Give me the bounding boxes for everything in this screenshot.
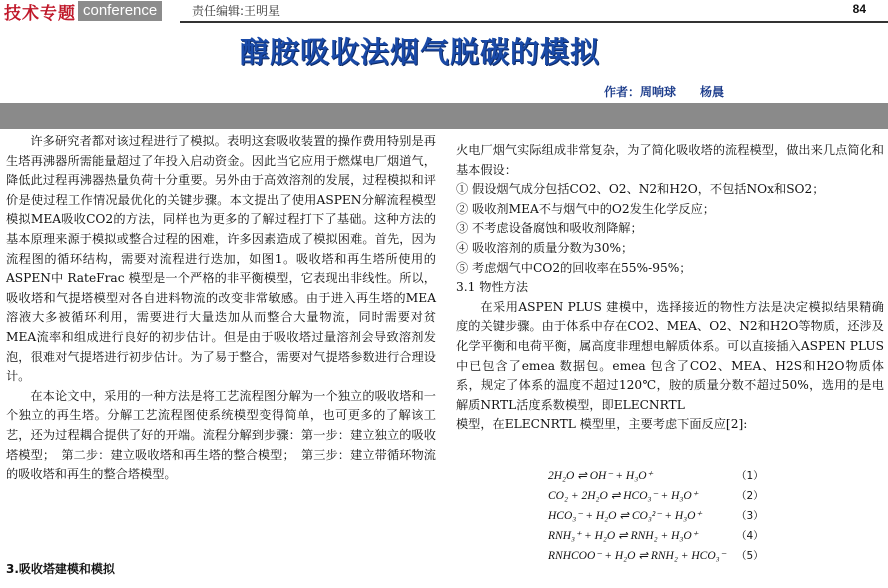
assumption-item: ③ 不考虑设备腐蚀和吸收剂降解； — [456, 221, 643, 236]
editor-credit: 责任编辑:王明星 — [192, 4, 281, 18]
assumption-item: ② 吸收剂MEA不与烟气中的O2发生化学反应； — [456, 201, 715, 216]
equation: RNHCOO⁻ + H₂O ⇌ RNH₂ + HCO₃⁻ — [548, 550, 726, 562]
page-header — [0, 0, 888, 22]
header-rule — [180, 21, 888, 23]
assumption-item: ④ 吸收溶剂的质量分数为30%； — [456, 240, 634, 255]
brand-label-en: conference — [78, 1, 162, 21]
left-column — [6, 132, 436, 485]
body-paragraph: 在本论文中，采用的一种方法是将工艺流程图分解为一个独立的吸收塔和一个独立的再生塔。分解工艺流程图使系统模型变得简单，也可更多的了解该工艺，还为过程耦合提供了好的开端。流程分解到步骤：第一步：建立独立的吸收塔模型； 第二步：建立吸收塔和再生塔的整合模型； 第三步：建立带循环物流的吸收塔和再生的整合塔模型。 — [6, 388, 436, 482]
article-authors: 作者：周响球 杨晨 — [604, 85, 725, 99]
equation: HCO₃⁻ + H₂O ⇌ CO₃²⁻ + H₃O⁺ — [548, 510, 702, 522]
equation-number: （5） — [736, 550, 764, 562]
body-paragraph: 在采用ASPEN PLUS 建模中，选择接近的物性方法是决定模拟结果精确度的关键步骤。由于体系中存在CO2、MEA、O2、N2和H2O等物质，还涉及化学平衡和电荷平衡，属高度非理想电解质体系。可以直接插入ASPEN PLUS中已包含了emea 数据包。emea 包含了CO2、MEA、H2S和H2O物质体系，规定了体系的温度不超过120℃，胺的质量分数不超过50%，选用的是电解质NRTL活度系数模型，即ELECNRTL — [456, 299, 884, 412]
page-number: 84 — [852, 2, 866, 16]
equation-row — [548, 466, 778, 486]
equation: 2H₂O ⇌ OH⁻ + H₃O⁺ — [548, 470, 653, 482]
section-brand — [4, 0, 162, 22]
equation-number: （4） — [736, 530, 764, 542]
assumption-item: ⑤ 考虑烟气中CO2的回收率在55%-95%； — [456, 260, 692, 275]
article-title: 醇胺吸收法烟气脱碳的模拟 — [240, 35, 601, 69]
equation-row — [548, 546, 778, 566]
equation-number: （2） — [736, 490, 764, 502]
equation-number: （1） — [736, 470, 764, 482]
equation-number: （3） — [736, 510, 764, 522]
right-column — [456, 141, 884, 435]
equation-row — [548, 486, 778, 506]
assumption-item: ① 假设烟气成分包括CO2、O2、N2和H2O，不包括NOx和SO2； — [456, 182, 825, 197]
body-paragraph: 模型，在ELECNRTL 模型里，主要考虑下面反应[2]: — [456, 417, 748, 432]
subsection-heading: 3.1 物性方法 — [456, 280, 529, 295]
equation: CO₂ + 2H₂O ⇌ HCO₃⁻ + H₃O⁺ — [548, 490, 698, 502]
equation-row — [548, 526, 778, 546]
body-paragraph: 许多研究者都对该过程进行了模拟。表明这套吸收装置的操作费用特别是再生塔再沸器所需能量超过了年投入启动资金。因此当它应用于燃煤电厂烟道气，降低此过程再沸器热量负荷十分重要。另外由于高效溶剂的发展，过程模拟和评价是使过程工作情况最优化的关键步骤。本文提出了使用ASPEN分解流程模型模拟MEA吸收CO2的方法，同样也为更多的了解过程打下了基础。这种方法的基本原理来源于模拟或整合过程的困难，许多因素造成了模拟困难。首先，因为流程图的循环结构，需要对流程进行迭加，如图1。吸收塔和再生塔所使用的ASPEN中 RateFrac 模型是一个严格的非平衡模型，它表现出非线性。所以，吸收塔和气提塔模型对各自进料物流的改变非常敏感。由于进入再生塔的MEA溶液大多被循环利用，需要进行大量迭加从而整合大量物流，同时需要对贫MEA流率和组成进行良好的初步估计。但是由于吸收塔过量溶剂会导致溶剂发泡，很难对气提塔进行初步估计。为了易于整合，需要对气提塔参数进行合理设计。 — [6, 134, 436, 384]
title-band — [0, 103, 888, 129]
equation: RNH₃⁺ + H₂O ⇌ RNH₂ + H₃O⁺ — [548, 530, 698, 542]
brand-label-cn: 技术专题 — [4, 3, 76, 24]
body-paragraph: 火电厂烟气实际组成非常复杂，为了简化吸收塔的流程模型，做出来几点简化和基本假设： — [456, 143, 884, 177]
section-heading: 3.吸收塔建模和模拟 — [6, 562, 115, 576]
equation-row — [548, 506, 778, 526]
reaction-equations — [548, 466, 778, 566]
